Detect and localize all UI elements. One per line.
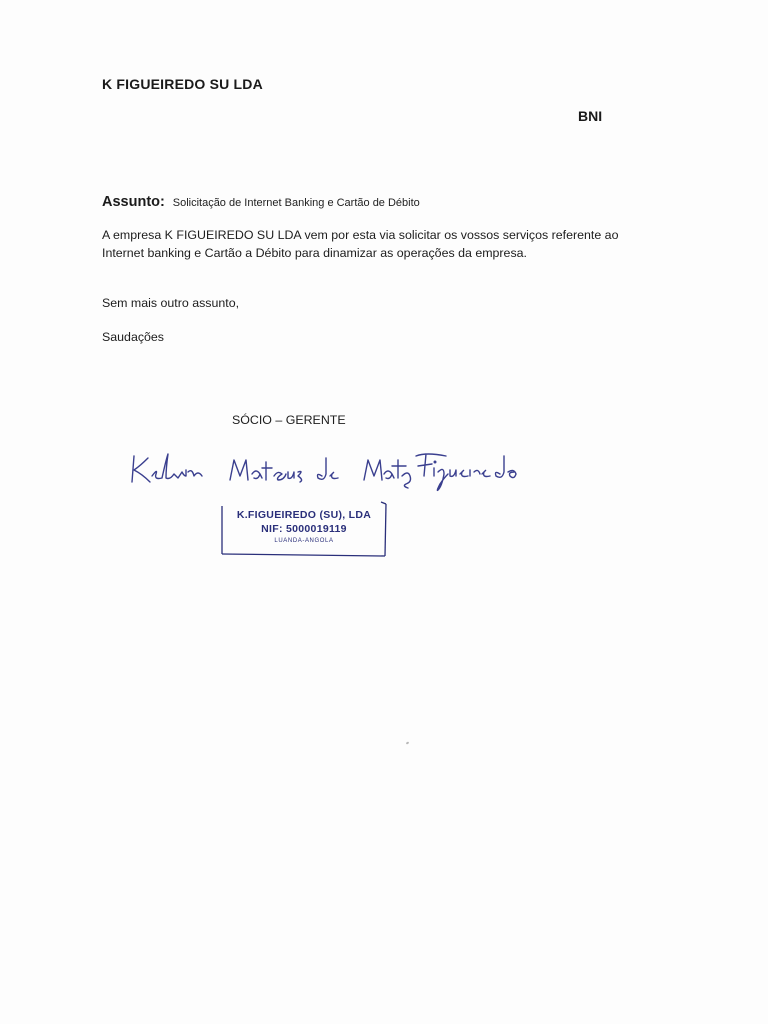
handwritten-signature (126, 446, 526, 496)
greeting: Saudações (102, 330, 165, 344)
subject-text: Solicitação de Internet Banking e Cartão de Débito (172, 197, 420, 209)
closing-line: Sem mais outro assunto, (102, 296, 240, 310)
recipient: BNI (578, 108, 603, 124)
subject-label: Assunto: (102, 194, 165, 210)
body-line-2: Internet banking e Cartão a Débito para dinamizar as operações da empresa. (102, 246, 527, 260)
stamp-location: LUANDA-ANGOLA (274, 538, 334, 544)
signatory-role: SÓCIO – GERENTE (232, 413, 346, 427)
body-line-1: A empresa K FIGUEIREDO SU LDA vem por esta via solicitar os vossos serviços referente ao (102, 228, 619, 242)
stamp-tax-number: NIF: 5000019119 (261, 523, 347, 535)
stamp-company-name: K.FIGUEIREDO (SU), LDA (236, 509, 372, 521)
body-paragraph (102, 226, 662, 262)
company-stamp (221, 500, 387, 558)
subject-line (102, 193, 420, 210)
company-name: K FIGUEIREDO SU LDA (102, 76, 263, 92)
paper-speck (406, 741, 410, 744)
